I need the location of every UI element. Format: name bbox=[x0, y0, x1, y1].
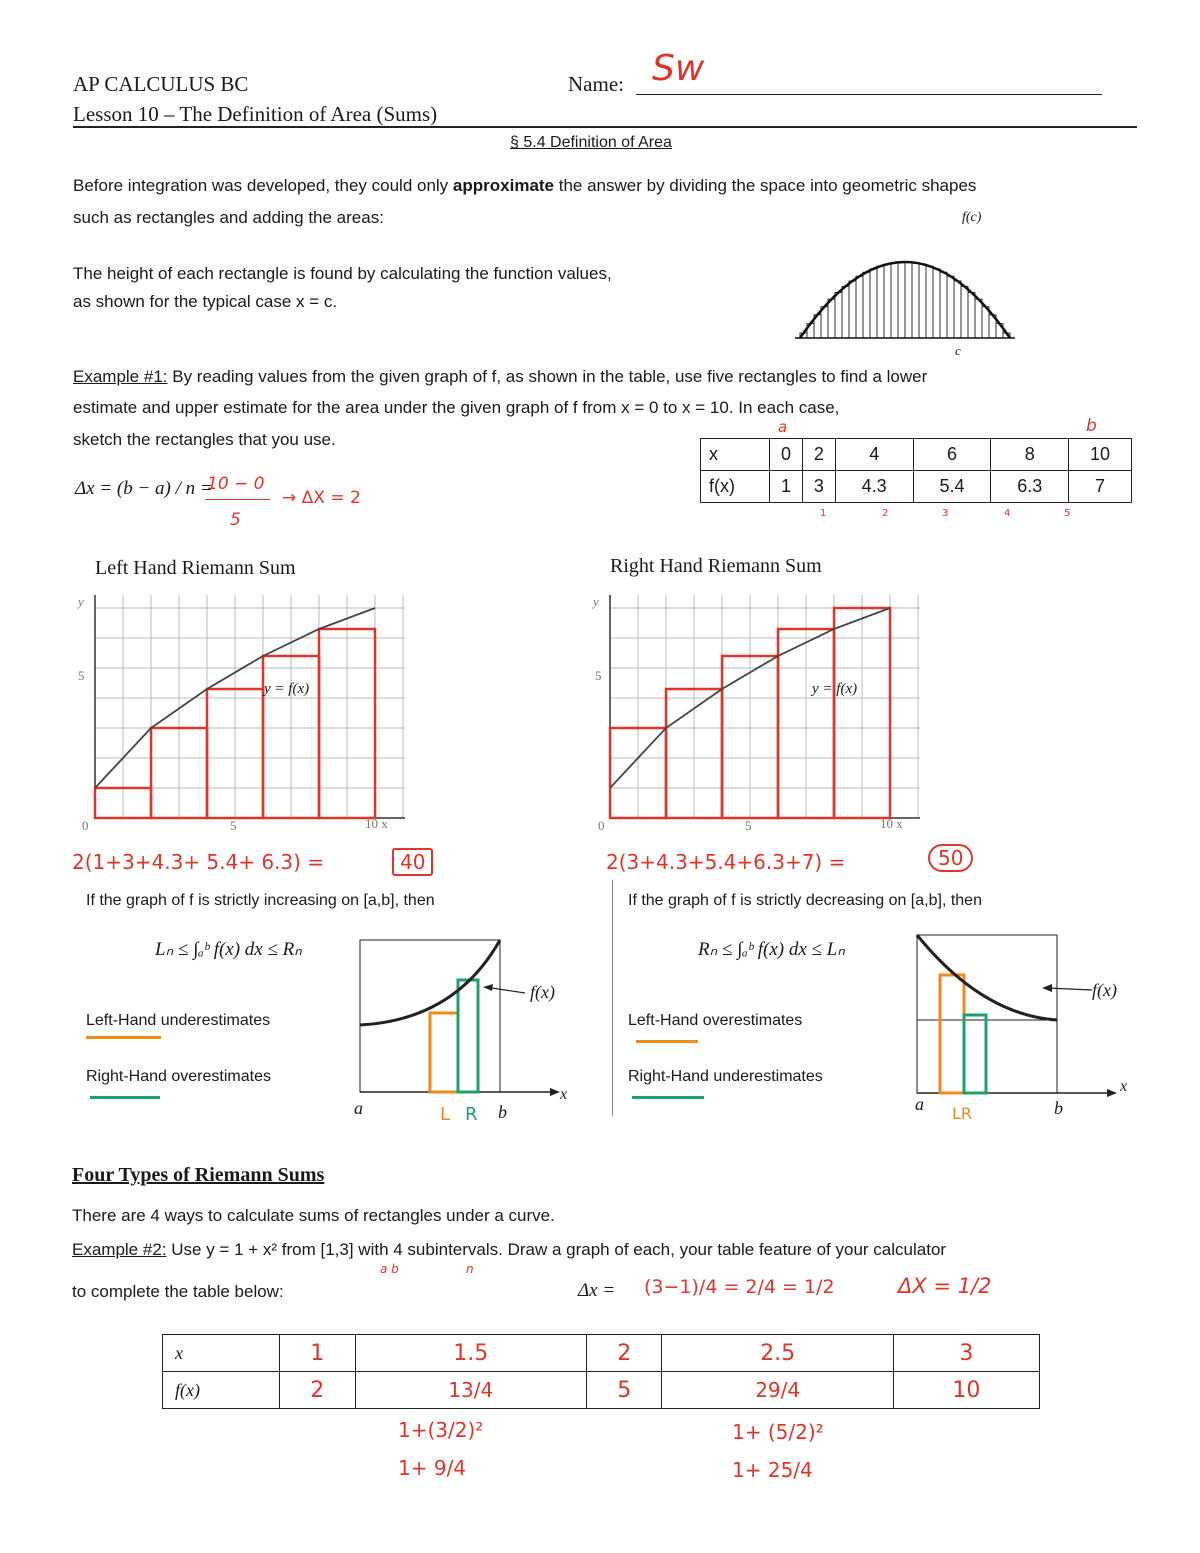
four-types-title: Four Types of Riemann Sums bbox=[72, 1164, 325, 1186]
table-cell: 0 bbox=[770, 439, 803, 471]
parabola-rect bbox=[968, 292, 975, 338]
parabola-rect bbox=[905, 262, 912, 338]
example2-table bbox=[162, 1334, 1040, 1409]
parabola-rect bbox=[884, 264, 891, 338]
left-sum-work: 2(1+3+4.3+ 5.4+ 6.3) = bbox=[72, 850, 325, 874]
table-cell: 7 bbox=[1069, 471, 1132, 503]
dx-formula: Δx = (b − a) / n = bbox=[75, 478, 213, 499]
hand-b: b bbox=[1086, 416, 1097, 436]
ex2-dx-label: Δx = bbox=[578, 1280, 616, 1301]
header-rule bbox=[73, 126, 1137, 128]
orange-underline-right bbox=[636, 1040, 698, 1043]
work-1-5-a: 1+(3/2)² bbox=[398, 1418, 484, 1442]
right-curve-label: y = f(x) bbox=[812, 681, 858, 697]
course-title: AP CALCULUS BC bbox=[73, 72, 249, 96]
table-cell: 13/4 bbox=[355, 1372, 586, 1409]
parabola-rect bbox=[821, 307, 828, 338]
left-tick-x10: 10 x bbox=[365, 816, 388, 831]
left-tick-0: 0 bbox=[82, 818, 89, 833]
dec-b-label: b bbox=[1054, 1098, 1063, 1118]
parabola-rect bbox=[863, 272, 870, 338]
dx-work-bottom: 5 bbox=[230, 510, 241, 530]
work-2-5-b: 1+ 25/4 bbox=[732, 1458, 813, 1482]
right-tick-x5: 5 bbox=[745, 818, 752, 833]
dx-work-bar bbox=[205, 499, 270, 500]
name-signature: Sw bbox=[652, 48, 705, 89]
inc-R-label: R bbox=[465, 1104, 478, 1125]
table-cell: 3 bbox=[802, 471, 835, 503]
table-cell: 2 bbox=[280, 1372, 356, 1409]
four-types-line-1: There are 4 ways to calculate sums of rectangles under a curve. bbox=[72, 1206, 555, 1225]
table-header-fx: f(x) bbox=[701, 471, 770, 503]
right-sum-title: Right Hand Riemann Sum bbox=[610, 555, 822, 577]
parabola-rect bbox=[933, 269, 940, 338]
fig-c-label: c bbox=[955, 343, 961, 358]
dx-result: → ΔX = 2 bbox=[282, 488, 361, 508]
green-underline bbox=[90, 1096, 160, 1099]
dx-work-top: 10 − 0 bbox=[207, 474, 265, 494]
height-line-2: as shown for the typical case x = c. bbox=[73, 292, 338, 311]
right-tick-0: 0 bbox=[598, 818, 605, 833]
left-sum-answer: 40 bbox=[392, 848, 433, 876]
inc-b-label: b bbox=[498, 1102, 507, 1122]
left-tick-5: 5 bbox=[78, 668, 85, 683]
left-sum-title: Left Hand Riemann Sum bbox=[95, 557, 296, 579]
name-label: Name: bbox=[568, 72, 624, 96]
right-tick-x10: 10 x bbox=[880, 816, 903, 831]
section-heading: § 5.4 Definition of Area bbox=[510, 134, 672, 151]
column-divider bbox=[612, 880, 613, 1116]
right-sum-work: 2(3+4.3+5.4+6.3+7) = bbox=[606, 850, 846, 874]
example1-text-3: sketch the rectangles that you use. bbox=[73, 430, 336, 449]
table-cell: 8 bbox=[991, 439, 1069, 471]
parabola-rect bbox=[975, 299, 982, 338]
height-line-1: The height of each rectangle is found by calculating the function values, bbox=[73, 264, 612, 283]
example1-text-2: estimate and upper estimate for the area under the given graph of f from x = 0 to x = 10. In each case, bbox=[73, 398, 840, 417]
table-cell: 4 bbox=[835, 439, 913, 471]
table-header-x: x bbox=[163, 1335, 280, 1372]
table-cell: 6 bbox=[913, 439, 991, 471]
left-statement: If the graph of f is strictly increasing on [a,b], then bbox=[86, 892, 435, 909]
fig-fc-label: f(c) bbox=[962, 210, 982, 225]
right-y-axis-label: y bbox=[593, 594, 599, 609]
table-cell: 1 bbox=[280, 1335, 356, 1372]
intro-line-2: such as rectangles and adding the areas: bbox=[73, 208, 384, 227]
hand-n: n bbox=[466, 1262, 474, 1276]
table-cell: 1 bbox=[770, 471, 803, 503]
parabola-rect bbox=[842, 286, 849, 338]
table-cell: 1.5 bbox=[355, 1335, 586, 1372]
right-overestimates: Left-Hand overestimates bbox=[628, 1012, 803, 1029]
intro-line-1: Before integration was developed, they could only approximate the answer by dividing the space into geometric shapes bbox=[73, 176, 977, 195]
parabola-rect bbox=[919, 264, 926, 338]
parabola-rect bbox=[940, 272, 947, 338]
dec-x-label: x bbox=[1120, 1078, 1128, 1095]
left-curve-label: y = f(x) bbox=[264, 681, 310, 697]
parabola-rect bbox=[835, 292, 842, 338]
parabola-rect bbox=[877, 266, 884, 338]
example1-table bbox=[700, 438, 1132, 503]
table-header-x: x bbox=[701, 439, 770, 471]
left-y-axis-label: y bbox=[78, 594, 84, 609]
parabola-rect bbox=[856, 276, 863, 338]
parabola-rect bbox=[849, 281, 856, 338]
parabola-rect bbox=[954, 281, 961, 338]
inc-x-label: x bbox=[560, 1086, 568, 1103]
right-underestimates: Right-Hand underestimates bbox=[628, 1068, 823, 1085]
inc-a-label: a bbox=[354, 1098, 363, 1118]
hand-a: a bbox=[778, 418, 788, 436]
example1-text: Example #1: By reading values from the given graph of f, as shown in the table, use five rectangles to find a lower bbox=[73, 367, 928, 386]
decreasing-figure bbox=[912, 930, 1122, 1100]
hand-ab: a b bbox=[380, 1262, 399, 1276]
table-cell: 6.3 bbox=[991, 471, 1069, 503]
name-line bbox=[636, 94, 1102, 95]
left-sum-graph bbox=[60, 590, 410, 840]
inc-fx-label: f(x) bbox=[530, 982, 555, 1002]
right-statement: If the graph of f is strictly decreasing on [a,b], then bbox=[628, 892, 982, 909]
parabola-rect bbox=[891, 263, 898, 338]
parabola-rect bbox=[926, 266, 933, 338]
parabola-rect bbox=[898, 262, 905, 338]
parabola-rect bbox=[912, 263, 919, 338]
right-sum-answer: 50 bbox=[928, 844, 973, 872]
ex2-dx-work: (3−1)/4 = 2/4 = 1/2 bbox=[644, 1276, 835, 1298]
example2-text: Example #2: Use y = 1 + x² from [1,3] with 4 subintervals. Draw a graph of each, your table feature of your calculator bbox=[72, 1240, 947, 1259]
left-overestimates: Right-Hand overestimates bbox=[86, 1068, 271, 1085]
increasing-figure bbox=[355, 935, 575, 1105]
parabola-rect bbox=[982, 307, 989, 338]
parabola-rect bbox=[870, 269, 877, 338]
green-underline-right bbox=[632, 1096, 704, 1099]
table-cell: 2 bbox=[802, 439, 835, 471]
parabola-rectangles-figure bbox=[790, 196, 1020, 346]
work-1-5-b: 1+ 9/4 bbox=[398, 1456, 467, 1480]
table-cell: 3 bbox=[893, 1335, 1039, 1372]
ex2-dx-result: ΔX = 1/2 bbox=[898, 1274, 992, 1298]
table-cell: 10 bbox=[1069, 439, 1132, 471]
table-cell: 5.4 bbox=[913, 471, 991, 503]
table-cell: 2 bbox=[586, 1335, 662, 1372]
lesson-title: Lesson 10 – The Definition of Area (Sums) bbox=[73, 102, 438, 126]
index-1: 1 bbox=[820, 508, 827, 519]
index-3: 3 bbox=[942, 508, 949, 519]
index-5: 5 bbox=[1064, 508, 1071, 519]
index-2: 2 bbox=[882, 508, 889, 519]
left-tick-x5: 5 bbox=[230, 818, 237, 833]
right-tick-5: 5 bbox=[595, 668, 602, 683]
table-cell: 29/4 bbox=[662, 1372, 893, 1409]
left-underestimates: Left-Hand underestimates bbox=[86, 1012, 271, 1029]
right-sum-graph bbox=[575, 590, 925, 840]
index-4: 4 bbox=[1004, 508, 1011, 519]
parabola-rect bbox=[947, 276, 954, 338]
dec-LR-label: LR bbox=[952, 1104, 973, 1123]
table-cell: 4.3 bbox=[835, 471, 913, 503]
dec-fx-label: f(x) bbox=[1092, 980, 1117, 1000]
parabola-rect bbox=[961, 286, 968, 338]
right-inequality: Rₙ ≤ ∫ₐᵇ f(x) dx ≤ Lₙ bbox=[698, 939, 845, 960]
table-cell: 2.5 bbox=[662, 1335, 893, 1372]
dec-a-label: a bbox=[915, 1094, 924, 1114]
table-cell: 5 bbox=[586, 1372, 662, 1409]
work-2-5-a: 1+ (5/2)² bbox=[732, 1420, 824, 1444]
table-header-fx: f(x) bbox=[163, 1372, 280, 1409]
orange-underline bbox=[86, 1036, 161, 1039]
left-inequality: Lₙ ≤ ∫ₐᵇ f(x) dx ≤ Rₙ bbox=[155, 939, 302, 960]
example2-text-2: to complete the table below: bbox=[72, 1282, 284, 1301]
parabola-rect bbox=[828, 299, 835, 338]
table-cell: 10 bbox=[893, 1372, 1039, 1409]
inc-L-label: L bbox=[440, 1104, 451, 1125]
